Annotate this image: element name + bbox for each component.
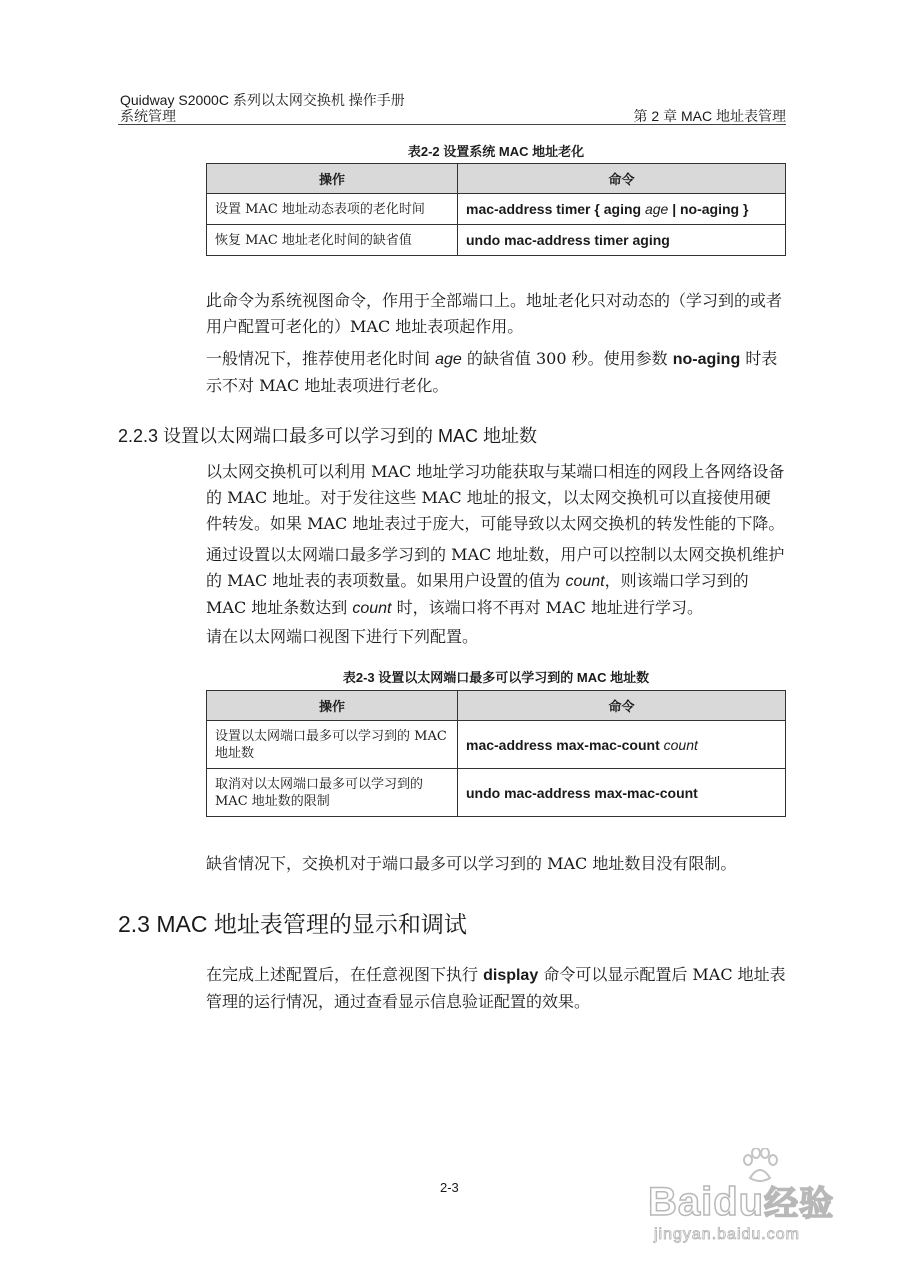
- section-heading-2-2-3: 2.2.3 设置以太网端口最多可以学习到的 MAC 地址数: [118, 426, 538, 446]
- operation-cell: 取消对以太网端口最多可以学习到的 MAC 地址数的限制: [207, 769, 458, 817]
- paragraph: 在完成上述配置后，在任意视图下执行 display 命令可以显示配置后 MAC 地址表管理的运行情况，通过查看显示信息验证配置的效果。: [206, 965, 786, 1011]
- table-caption: 表2-2 设置系统 MAC 地址老化: [407, 144, 585, 159]
- column-header-command: 命令: [458, 691, 786, 721]
- operation-cell: 恢复 MAC 地址老化时间的缺省值: [207, 225, 458, 256]
- aging-table: [206, 163, 786, 256]
- manual-title: Quidway S2000C 系列以太网交换机 操作手册: [120, 92, 405, 108]
- paragraph: 通过设置以太网端口最多学习到的 MAC 地址数，用户可以控制以太网交换机维护的 MAC 地址表的表项数量。如果用户设置的值为 count，则该端口学习到的 MAC 地址条数达到 count 时，该端口将不再对 MAC 地址进行学习。: [206, 545, 785, 617]
- column-header-command: 命令: [458, 164, 786, 194]
- operation-cell: 设置 MAC 地址动态表项的老化时间: [207, 194, 458, 225]
- watermark-url: jingyan.baidu.com: [654, 1226, 800, 1243]
- section-heading-2-3: 2.3 MAC 地址表管理的显示和调试: [118, 911, 467, 937]
- operation-cell: 设置以太网端口最多可以学习到的 MAC 地址数: [207, 721, 458, 769]
- column-header-operation: 操作: [207, 164, 458, 194]
- max-mac-count-table: [206, 690, 786, 817]
- command-cell: mac-address timer { aging age | no-aging }: [458, 194, 786, 225]
- command-cell: undo mac-address max-mac-count: [458, 769, 786, 817]
- chapter-name: 第 2 章 MAC 地址表管理: [633, 108, 786, 124]
- page-number: 2-3: [440, 1180, 459, 1195]
- paragraph: 缺省情况下，交换机对于端口最多可以学习到的 MAC 地址数目没有限制。: [206, 854, 737, 873]
- table-row: [207, 769, 786, 817]
- paragraph: 以太网交换机可以利用 MAC 地址学习功能获取与某端口相连的网段上各网络设备的 MAC 地址。对于发往这些 MAC 地址的报文，以太网交换机可以直接使用硬件转发。如果 MAC 地址表过于庞大，可能导致以太网交换机的转发性能的下降。: [206, 462, 785, 533]
- watermark-brand: Baidu经验: [648, 1180, 835, 1224]
- section-name: 系统管理: [120, 108, 176, 124]
- baidu-jingyan-watermark: [648, 1148, 848, 1248]
- command-cell: mac-address max-mac-count count: [458, 721, 786, 769]
- column-header-operation: 操作: [207, 691, 458, 721]
- paragraph: 一般情况下，推荐使用老化时间 age 的缺省值 300 秒。使用参数 no-aging 时表示不对 MAC 地址表项进行老化。: [206, 349, 778, 395]
- command-cell: undo mac-address timer aging: [458, 225, 786, 256]
- table-row: [207, 721, 786, 769]
- table-row: [207, 194, 786, 225]
- header-rule: [118, 124, 786, 125]
- paragraph: 请在以太网端口视图下进行下列配置。: [206, 627, 479, 646]
- table-row: [207, 225, 786, 256]
- paragraph: 此命令为系统视图命令，作用于全部端口上。地址老化只对动态的（学习到的或者用户配置可老化的）MAC 地址表项起作用。: [206, 291, 783, 336]
- table-caption: 表2-3 设置以太网端口最多可以学习到的 MAC 地址数: [342, 670, 650, 685]
